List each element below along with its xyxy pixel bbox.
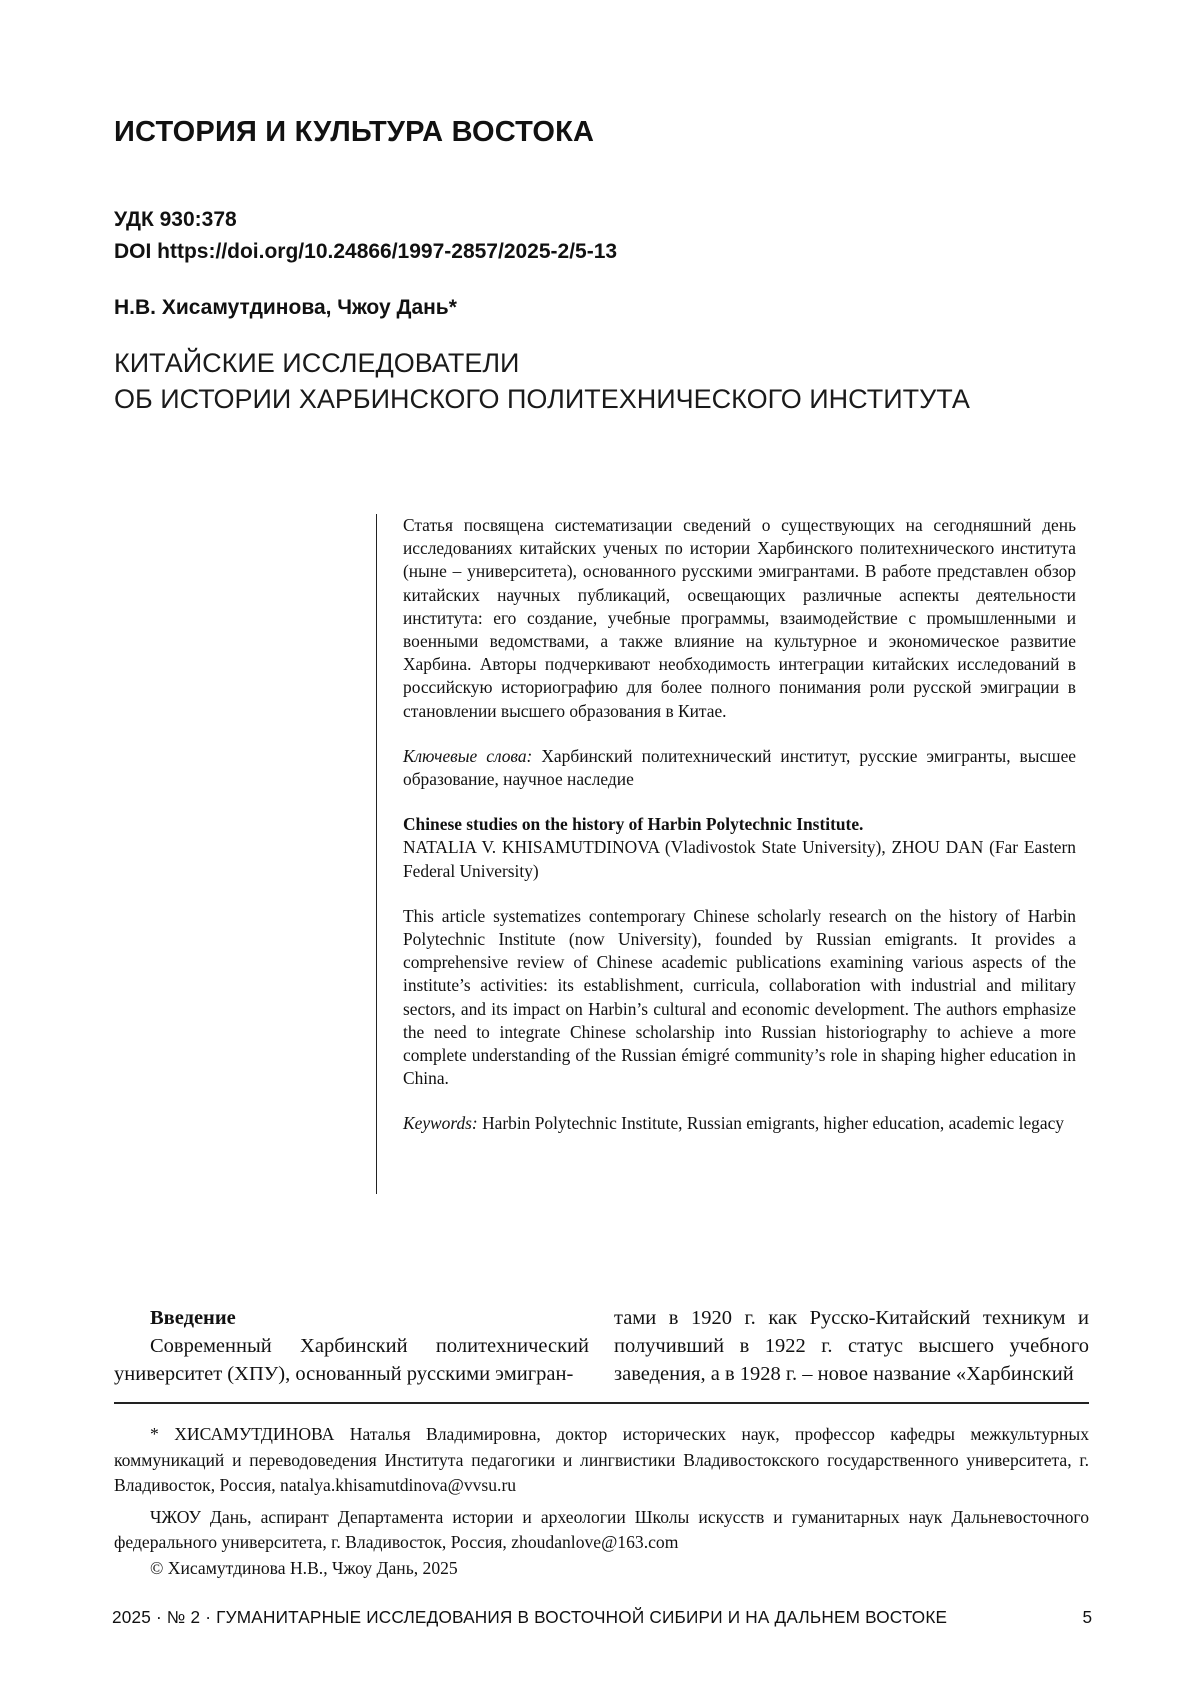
keywords-ru (403, 745, 1076, 791)
body-column-right (614, 1304, 1089, 1388)
keywords-ru-label: Ключевые слова: (403, 745, 533, 766)
footnote-author-1: * ХИСАМУТДИНОВА Наталья Владимировна, доктор исторических наук, профессор кафедры межкультурных коммуникаций и переводоведения Института педагогики и лингвистики Владивостокского государственного университета, г. Владивосток, Россия, natalya.khisamutdinova@vvsu.ru (114, 1424, 1089, 1495)
keywords-en-list: Harbin Polytechnic Institute, Russian emigrants, higher education, academic legacy (482, 1113, 1065, 1134)
body-paragraph-2: тами в 1920 г. как Русско-Китайский техникум и получивший в 1922 г. статус высшего учебного заведения, а в 1928 г. – новое название «Харбинский (614, 1307, 1089, 1385)
english-title-block (403, 813, 1076, 883)
english-title: Chinese studies on the history of Harbin Polytechnic Institute. (403, 814, 864, 835)
body-columns (114, 1304, 1089, 1388)
authors-line: Н.В. Хисамутдинова, Чжоу Дань* (114, 296, 457, 319)
footnote-divider (114, 1402, 1089, 1404)
journal-line: 2025 · № 2 · ГУМАНИТАРНЫЕ ИССЛЕДОВАНИЯ В ВОСТОЧНОЙ СИБИРИ И НА ДАЛЬНЕМ ВОСТОКЕ (112, 1607, 948, 1627)
page-number: 5 (1082, 1607, 1092, 1627)
copyright-line: © Хисамутдинова Н.В., Чжоу Дань, 2025 (150, 1557, 458, 1578)
keywords-en-label: Keywords: (403, 1113, 478, 1134)
abstract-panel (376, 514, 1076, 1194)
keywords-en (403, 1112, 1076, 1135)
abstract-en: This article systematizes contemporary Chinese scholarly research on the history of Harbin Polytechnic Institute (now University), founded by Russian emigrants. It provides a comprehensive review of Chinese academic publications examining various aspects of the institute’s activities: its establishment, curricula, collaboration with industrial and military sectors, and its impact on Harbin’s cultural and economic development. The authors emphasize the need to integrate Chinese scholarship into Russian historiography to achieve a more complete understanding of the Russian émigré community’s role in shaping higher education in China. (403, 905, 1076, 1089)
intro-heading: Введение (150, 1307, 236, 1329)
body-paragraph-1: Современный Харбинский политехнический университет (ХПУ), основанный русскими эмигран- (114, 1335, 589, 1385)
keywords-ru-list: Харбинский политехнический институт, русские эмигранты, высшее образование, научное наследие (403, 745, 1077, 790)
doi-link[interactable]: DOI https://doi.org/10.24866/1997-2857/2025-2/5-13 (114, 240, 618, 263)
article-title (114, 345, 970, 417)
footnotes (114, 1422, 1089, 1581)
article-title-line-2: ОБ ИСТОРИИ ХАРБИНСКОГО ПОЛИТЕХНИЧЕСКОГО ИНСТИТУТА (114, 384, 970, 414)
section-title: ИСТОРИЯ И КУЛЬТУРА ВОСТОКА (114, 116, 595, 148)
article-title-line-1: КИТАЙСКИЕ ИССЛЕДОВАТЕЛИ (114, 348, 520, 378)
abstract-ru: Статья посвящена систематизации сведений о существующих на сегодняшний день исследованиях китайских ученых по истории Харбинского политехнического института (ныне – университета), основанного русскими эмигрантами. В работе представлен обзор китайских научных публикаций, освещающих различные аспекты деятельности института: его создание, учебные программы, взаимодействие с промышленными и военными ведомствами, а также влияние на культурное и экономическое развитие Харбина. Авторы подчеркивают необходимость интеграции китайских исследований в российскую историографию для более полного понимания роли русской эмиграции в становлении высшего образования в Китае. (403, 515, 1076, 721)
body-column-left (114, 1304, 589, 1388)
udk-code: УДК 930:378 (114, 208, 237, 231)
english-authors: NATALIA V. KHISAMUTDINOVA (Vladivostok State University), ZHOU DAN (Far Eastern Federal University) (403, 837, 1076, 881)
footnote-author-2: ЧЖОУ Дань, аспирант Департамента истории и археологии Школы искусств и гуманитарных наук Дальневосточного федерального университета, г. Владивосток, Россия, zhoudanlove@163.com (114, 1506, 1089, 1552)
